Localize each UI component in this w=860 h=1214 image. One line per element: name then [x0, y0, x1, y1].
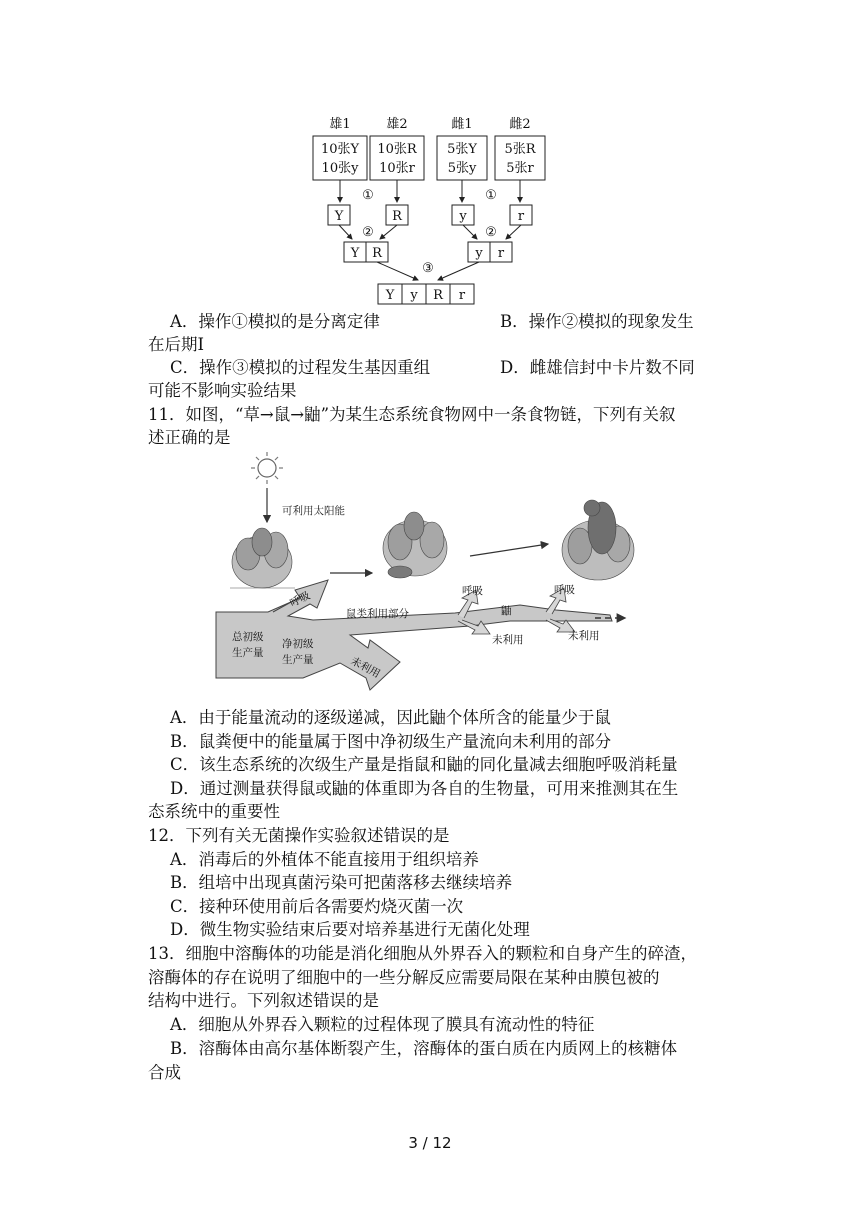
card-count: 5张y — [447, 161, 477, 176]
step1-label: ① — [362, 188, 374, 203]
respiration-label: 呼吸 — [462, 585, 483, 597]
q11-option-a: A．由于能量流动的逐级递减，因此鼬个体所含的能量少于鼠 — [170, 708, 611, 727]
header-male2: 雄2 — [386, 117, 408, 132]
mouse-used-label: 鼠类利用部分 — [346, 608, 409, 620]
q13-stem-line2: 溶酶体的存在说明了细胞中的一些分解反应需要局限在某种由膜包被的 — [148, 968, 660, 987]
unused-label: 未利用 — [568, 630, 600, 642]
step3-label: ③ — [422, 261, 434, 276]
gpp-label: 生产量 — [232, 647, 264, 659]
q10-option-b: B．操作②模拟的现象发生 — [500, 312, 694, 331]
card-count: 5张Y — [447, 142, 477, 157]
final-card: y — [410, 288, 418, 303]
respiration-label: 呼吸 — [554, 584, 575, 596]
single-card: y — [459, 209, 467, 224]
page-number: 3 / 12 — [408, 1134, 452, 1152]
pair-card: r — [497, 246, 505, 261]
grass-with-mouse-icon — [383, 512, 447, 578]
q11-stem-line1: 11．如图，“草→鼠→鼬”为某生态系统食物网中一条食物链，下列有关叙 — [148, 405, 676, 424]
pair-card: y — [475, 246, 483, 261]
final-card: r — [458, 288, 466, 303]
card-count: 5张R — [504, 142, 536, 157]
q10-option-d-continued: 可能不影响实验结果 — [148, 381, 297, 400]
q10-option-d: D．雌雄信封中卡片数不同 — [500, 358, 695, 377]
q13-option-b: B．溶酶体由高尔基体断裂产生，溶酶体的蛋白质在内质网上的核糖体 — [170, 1039, 678, 1058]
unused-label: 未利用 — [492, 634, 524, 646]
unused-main-label: 未利用 — [348, 655, 383, 681]
grass-with-weasel-icon — [562, 500, 634, 580]
npp-label: 生产量 — [282, 654, 314, 666]
gpp-label: 总初级 — [232, 631, 264, 643]
pair-card: Y — [350, 246, 360, 261]
q13-stem-line1: 13．细胞中溶酶体的功能是消化细胞从外界吞入的颗粒和自身产生的碎渣， — [148, 944, 697, 963]
weasel-label: 鼬 — [501, 605, 512, 617]
q12-option-d: D．微生物实验结束后要对培养基进行无菌化处理 — [170, 920, 530, 939]
single-card: Y — [334, 209, 344, 224]
header-female1: 雌1 — [451, 117, 473, 132]
card-count: 10张R — [377, 142, 417, 157]
final-card: Y — [385, 288, 395, 303]
q10-option-b-continued: 在后期I — [148, 335, 205, 354]
single-card: R — [392, 209, 402, 224]
q11-option-d: D．通过测量获得鼠或鼬的体重即为各自的生物量，可用来推测其在生 — [170, 779, 679, 798]
pair-card: R — [372, 246, 382, 261]
q10-option-c: C．操作③模拟的过程发生基因重组 — [170, 358, 431, 377]
grass-icon — [230, 528, 295, 588]
q11-option-d-continued: 态系统中的重要性 — [148, 802, 280, 821]
sun-icon — [251, 452, 283, 484]
q12-stem: 12．下列有关无菌操作实验叙述错误的是 — [148, 826, 450, 845]
single-card: r — [517, 209, 525, 224]
header-male1: 雄1 — [329, 117, 351, 132]
card-count: 5张r — [506, 161, 534, 176]
q11-option-b: B．鼠粪便中的能量属于图中净初级生产量流向未利用的部分 — [170, 732, 612, 751]
card-count: 10张y — [321, 161, 359, 176]
q13-option-b-continued: 合成 — [148, 1063, 181, 1082]
energy-flow-figure — [200, 450, 640, 708]
card-count: 10张r — [379, 161, 415, 176]
energy-flow-arrows — [216, 580, 625, 690]
sunlight-label: 可利用太阳能 — [282, 505, 345, 517]
npp-label: 净初级 — [282, 638, 314, 650]
q12-option-c: C．接种环使用前后各需要灼烧灭菌一次 — [170, 897, 464, 916]
q11-stem-line2: 述正确的是 — [148, 428, 231, 447]
header-female2: 雌2 — [509, 117, 531, 132]
step2-label: ② — [362, 225, 374, 240]
respiration-label: 呼吸 — [288, 589, 313, 610]
q12-option-b: B．组培中出现真菌污染可把菌落移去继续培养 — [170, 873, 513, 892]
q13-stem-line3: 结构中进行。下列叙述错误的是 — [148, 991, 379, 1010]
q11-option-c: C．该生态系统的次级生产量是指鼠和鼬的同化量减去细胞呼吸消耗量 — [170, 755, 678, 774]
q12-option-a: A．消毒后的外植体不能直接用于组织培养 — [170, 850, 479, 869]
q10-option-a: A．操作①模拟的是分离定律 — [170, 312, 380, 331]
step2-label: ② — [485, 225, 497, 240]
final-card: R — [433, 288, 443, 303]
card-count: 10张Y — [320, 142, 360, 157]
step1-label: ① — [485, 188, 497, 203]
q13-option-a: A．细胞从外界吞入颗粒的过程体现了膜具有流动性的特征 — [170, 1015, 595, 1034]
card-simulation-diagram — [300, 112, 560, 308]
